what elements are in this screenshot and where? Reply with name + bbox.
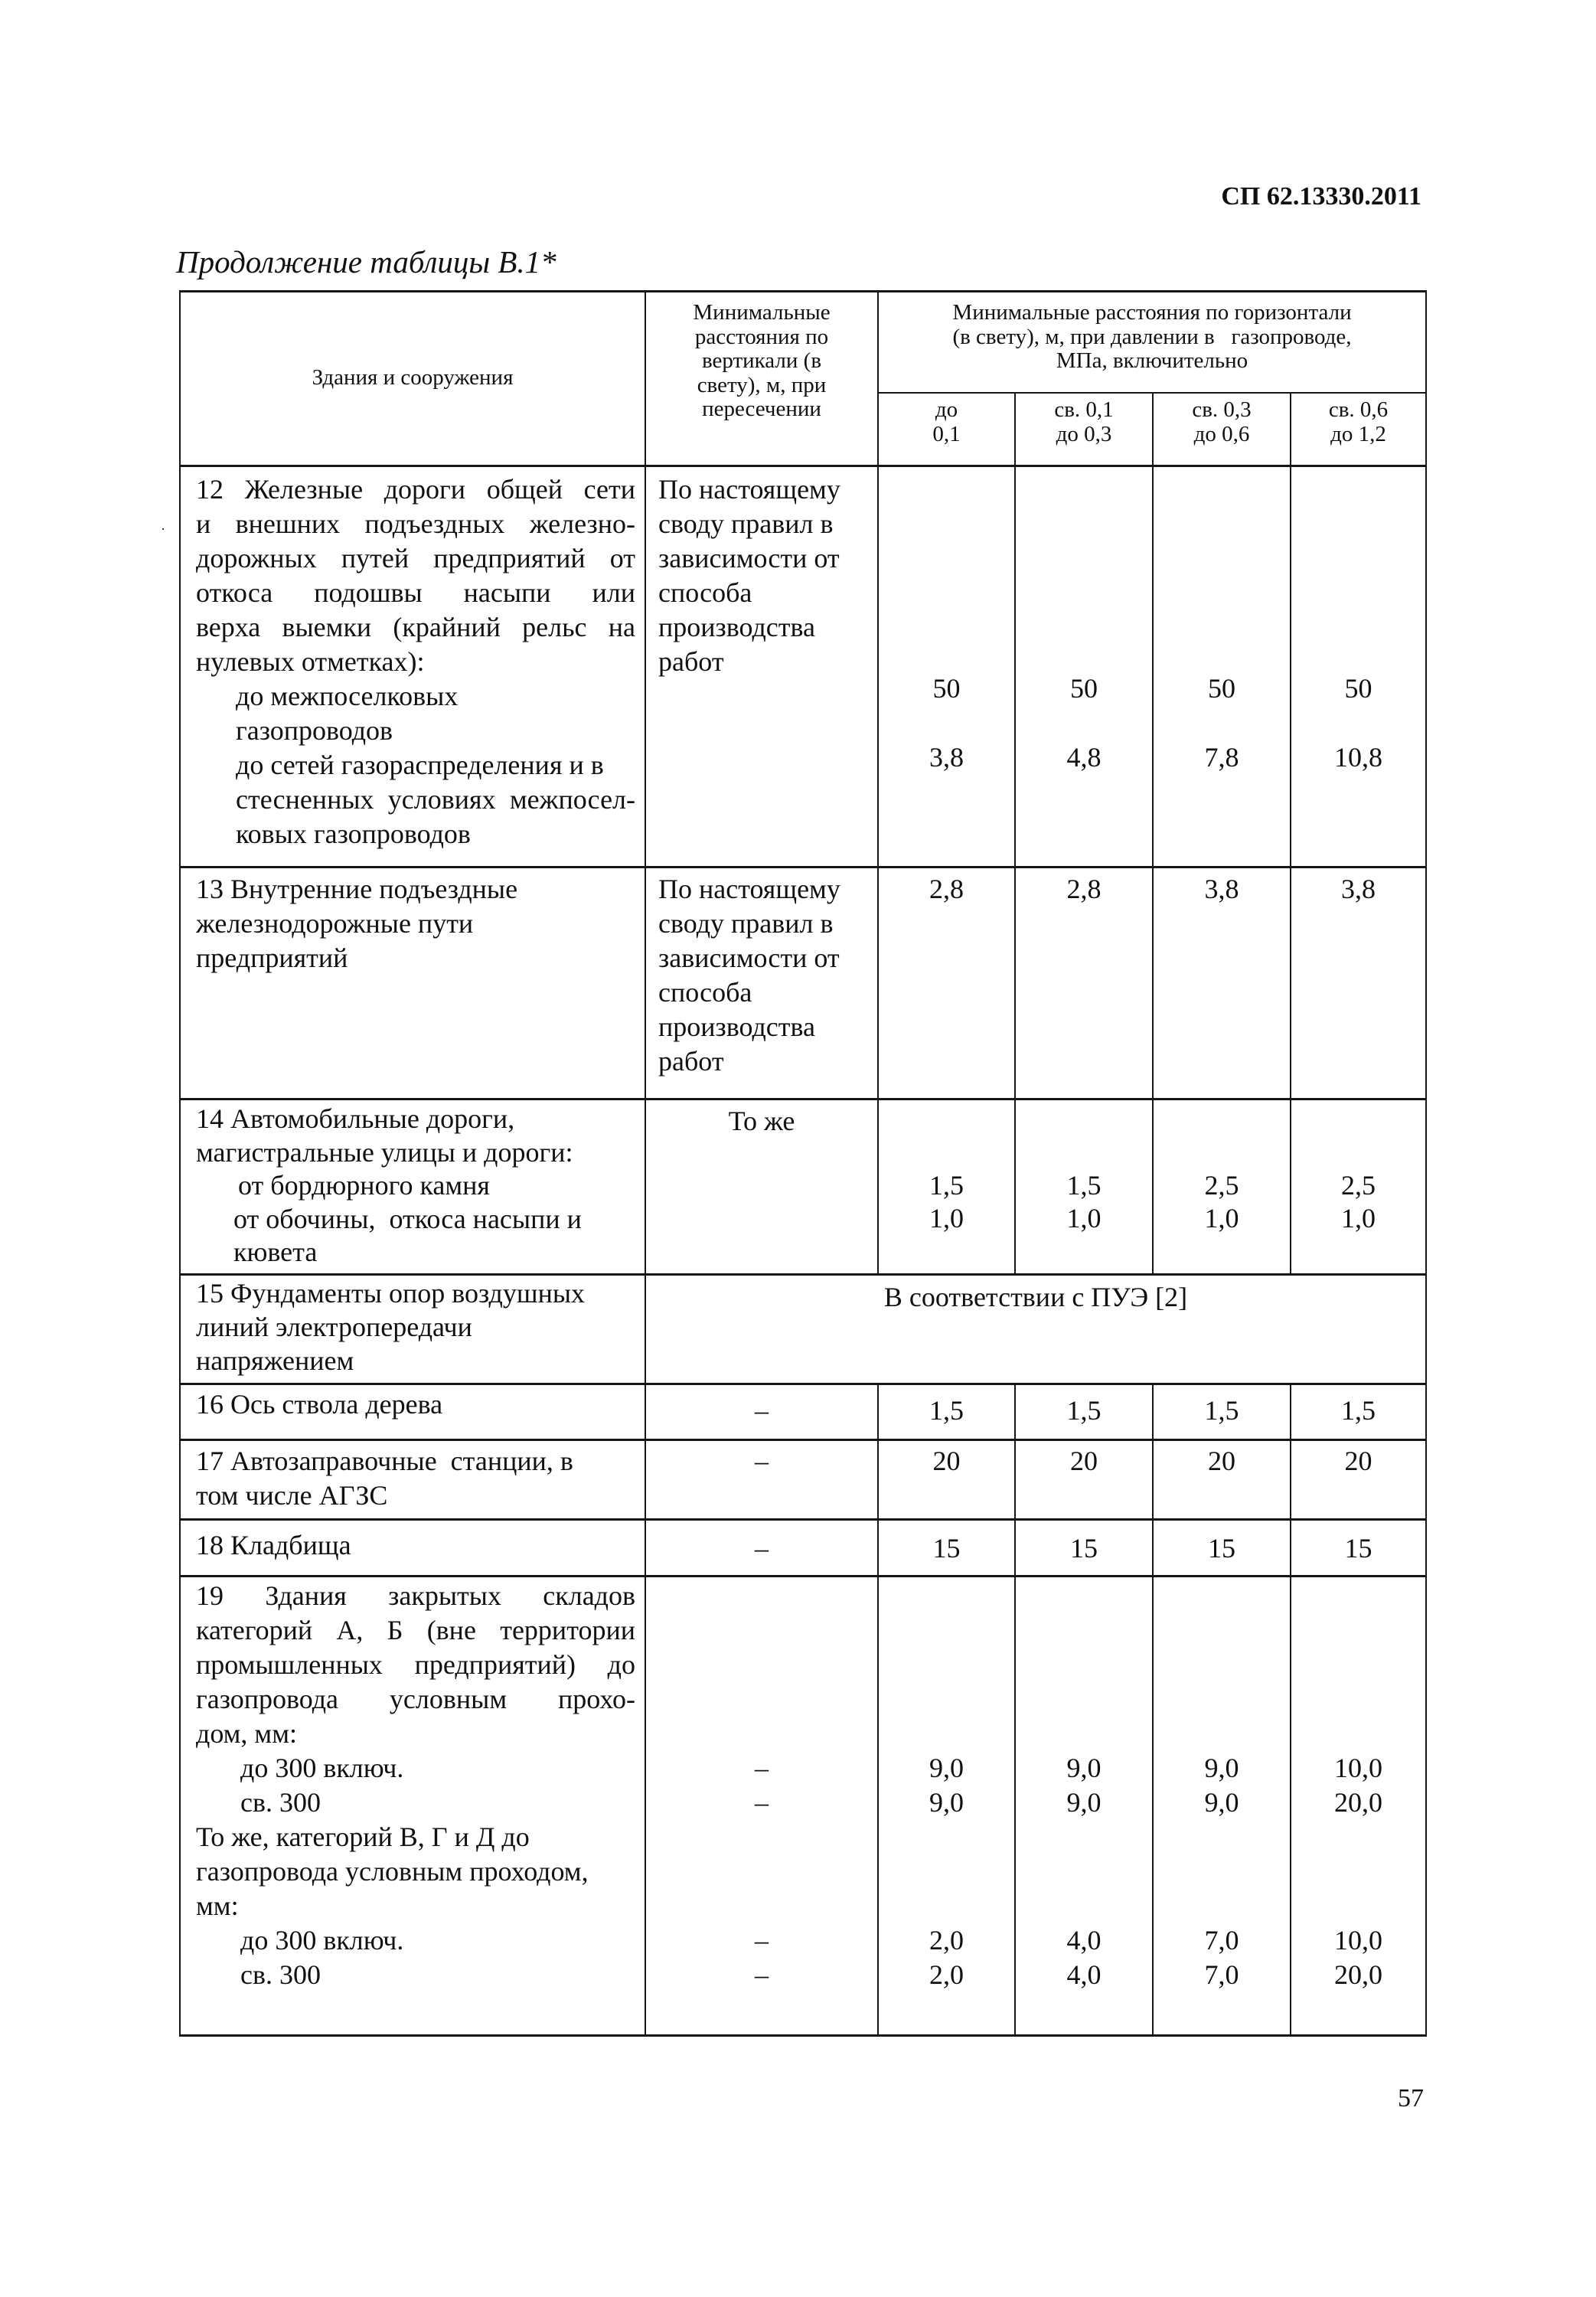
row-12-vertical-line: производства (658, 612, 815, 642)
row-16-value-p4 (1291, 1394, 1425, 1428)
value-cell: 7,0 (1204, 1925, 1239, 1956)
table-top-border (179, 290, 1427, 292)
row-19-line: св. 300 (240, 1787, 321, 1818)
dash-cell: – (755, 1925, 769, 1956)
row-17-vertical (646, 1444, 877, 1479)
header-pressure-line: до 0,6 (1193, 421, 1250, 446)
value-cell: 9,0 (1066, 1787, 1102, 1818)
row-19-line: То же, категорий В, Г и Д до (196, 1822, 530, 1852)
value-cell: 3,8 (929, 742, 964, 773)
header-pressure-line: до (935, 397, 958, 422)
row-14-line: магистральные улицы и дороги: (196, 1136, 573, 1168)
row-13-vertical-line: По настоящему (658, 874, 840, 904)
value-cell: 9,0 (1204, 1787, 1239, 1818)
row-14-name (196, 1103, 635, 1269)
row-13-vertical-line: своду правил в (658, 908, 834, 939)
value-cell: 2,0 (929, 1959, 964, 1990)
row-19-name (196, 1579, 635, 1992)
row-19-line: газопровода условным прохо- (196, 1684, 635, 1714)
value-cell: 9,0 (1066, 1753, 1102, 1783)
row-14-values-p2 (1016, 1169, 1152, 1235)
row-14-line: от бордюрного камня (238, 1170, 490, 1201)
value-cell: 4,0 (1066, 1925, 1102, 1956)
row-13-vertical-line: работ (658, 1046, 724, 1077)
table-right-border (1425, 291, 1427, 2036)
row-16-bottom-border (179, 1439, 1427, 1441)
header-pressure-4 (1291, 398, 1425, 446)
row-13-value-p4 (1291, 872, 1425, 907)
row-17-bottom-border (179, 1518, 1427, 1521)
value-cell: 3,8 (1204, 874, 1239, 904)
value-cell: 1,5 (1341, 1395, 1376, 1426)
row-19-values-p2 (1016, 1751, 1152, 1992)
dash-cell: – (755, 1959, 769, 1990)
row-12-values-p1 (879, 671, 1014, 775)
dash-cell: – (755, 1787, 769, 1818)
row-13-line: железнодорожные пути (196, 908, 474, 939)
header-vertical-line: пересечении (702, 397, 821, 421)
row-12-line: нулевых отметках): (196, 646, 425, 677)
document-code: СП 62.13330.2011 (1221, 182, 1421, 211)
header-horizontal-line: (в свету), м, при давлении в газопроводе, (952, 324, 1352, 349)
value-cell: 3,8 (1341, 874, 1376, 904)
scan-dot (162, 528, 164, 530)
row-12-vertical-line: По настоящему (658, 474, 840, 505)
row-12-vertical (658, 472, 876, 679)
row-17-value-p3 (1154, 1444, 1290, 1479)
value-cell: 9,0 (1204, 1753, 1239, 1783)
row-12-vertical-line: работ (658, 646, 724, 677)
row-15-merged-value (646, 1280, 1425, 1315)
value-cell: 1,5 (929, 1395, 964, 1426)
row-17-value-p4 (1291, 1444, 1425, 1479)
value-cell: 1,0 (1066, 1203, 1102, 1233)
row-19-line: св. 300 (240, 1959, 321, 1990)
header-horizontal-group (879, 301, 1425, 374)
row-19-line: до 300 включ. (240, 1753, 404, 1783)
value-cell: 50 (1344, 673, 1372, 704)
value-cell: 9,0 (929, 1753, 964, 1783)
header-pressure-1 (879, 398, 1014, 446)
row-19-line: до 300 включ. (240, 1925, 404, 1956)
header-horizontal-line: Минимальные расстояния по горизонтали (952, 300, 1352, 325)
row-13-line: предприятий (196, 943, 348, 973)
row-12-line: дорожных путей предприятий от (196, 543, 635, 573)
page-number: 57 (1398, 2084, 1424, 2112)
row-14-bottom-border (179, 1273, 1427, 1276)
row-15-name (196, 1276, 635, 1377)
header-vertical (646, 301, 877, 422)
row-14-values-p3 (1154, 1169, 1290, 1235)
row-12-line: до сетей газораспределения и в (236, 750, 604, 780)
row-12-vertical-line: способа (658, 577, 752, 608)
row-17-line: том числе АГЗС (196, 1480, 388, 1511)
row-14-line: от обочины, откоса насыпи и (233, 1203, 582, 1234)
row-18-value-p4 (1291, 1531, 1425, 1566)
value-cell: 10,0 (1334, 1925, 1382, 1956)
header-vertical-line: вертикали (в (701, 348, 822, 373)
row-14-values-p1 (879, 1169, 1014, 1235)
row-19-line: газопровода условным проходом, (196, 1856, 589, 1887)
row-12-line: ковых газопроводов (236, 818, 471, 849)
row-12-vertical-line: зависимости от (658, 543, 840, 573)
header-vertical-line: свету), м, при (697, 372, 827, 397)
row-19-values-p4 (1291, 1751, 1425, 1992)
value-cell: 20,0 (1334, 1787, 1382, 1818)
header-bottom-border (179, 465, 1427, 467)
dash-cell: – (755, 1446, 769, 1476)
row-16-value-p3 (1154, 1394, 1290, 1428)
row-12-line: газопроводов (236, 715, 393, 746)
value-cell: 4,0 (1066, 1959, 1102, 1990)
value-cell: 20 (1208, 1446, 1235, 1476)
value-cell: 7,8 (1204, 742, 1239, 773)
row-12-line: стесненных условиях межпосел- (236, 784, 635, 815)
row-18-value-p2 (1016, 1531, 1152, 1566)
row-15-line: 15 Фундаменты опор воздушных (196, 1278, 586, 1309)
row-13-vertical-line: зависимости от (658, 943, 840, 973)
row-17-value-p2 (1016, 1444, 1152, 1479)
row-16-value-p2 (1016, 1394, 1152, 1428)
row-12-line: откоса подошвы насыпи или (196, 577, 635, 608)
value-cell: 20 (932, 1446, 961, 1476)
row-19-line: категорий А, Б (вне территории (196, 1615, 635, 1645)
row-18-bottom-border (179, 1575, 1427, 1577)
header-horizontal-line: МПа, включительно (1056, 348, 1248, 373)
value-cell: 1,0 (929, 1203, 964, 1233)
row-16-vertical (646, 1394, 877, 1428)
col-divider-4a (1152, 393, 1154, 1274)
row-19-values-p3 (1154, 1751, 1290, 1992)
row-18-line: 18 Кладбища (196, 1530, 351, 1560)
value-cell: 15 (1070, 1533, 1098, 1563)
row-14-values-p4 (1291, 1169, 1425, 1235)
row-15-bottom-border (179, 1383, 1427, 1385)
table-title: Продолжение таблицы В.1* (176, 244, 556, 279)
row-12-values-p4 (1291, 671, 1425, 775)
row-18-name (196, 1528, 635, 1563)
row-12-vertical-line: своду правил в (658, 508, 834, 539)
row-18-value-p1 (879, 1531, 1014, 1566)
value-cell: 2,0 (929, 1925, 964, 1956)
value-cell: 4,8 (1066, 742, 1102, 773)
row-19-line: 19 Здания закрытых складов (196, 1580, 635, 1611)
header-pressure-line: до 1,2 (1330, 421, 1386, 446)
row-17-line: 17 Автозаправочные станции, в (196, 1446, 573, 1476)
value-cell: 50 (1208, 673, 1235, 704)
value-cell: 15 (1344, 1533, 1372, 1563)
dash-cell: – (755, 1395, 769, 1426)
value-cell: 7,0 (1204, 1959, 1239, 1990)
header-pressure-line: св. 0,1 (1054, 397, 1114, 422)
table-left-border (179, 291, 181, 2036)
row-17-name (196, 1444, 635, 1513)
row-12-name (196, 472, 635, 851)
row-12-line: 12 Железные дороги общей сети (196, 474, 635, 505)
col-divider-3a (1014, 393, 1016, 1274)
value-cell: 2,8 (1066, 874, 1102, 904)
value-cell: 1,5 (1066, 1170, 1102, 1201)
header-buildings-label: Здания и сооружения (312, 365, 514, 390)
pue-reference: В соответствии с ПУЭ [2] (883, 1282, 1188, 1312)
row-13-line: 13 Внутренние подъездные (196, 874, 518, 904)
value-cell: 1,0 (1341, 1203, 1376, 1233)
header-vertical-line: Минимальные (693, 300, 831, 325)
value-cell: 20 (1070, 1446, 1098, 1476)
value-cell: 2,8 (929, 874, 964, 904)
row-19-line: дом, мм: (196, 1718, 297, 1749)
row-12-values-p2 (1016, 671, 1152, 775)
row-18-vertical (646, 1531, 877, 1566)
value-cell: 10,0 (1334, 1753, 1382, 1783)
row-13-value-p1 (879, 872, 1014, 907)
row-19-vertical (646, 1751, 877, 1992)
value-cell: 50 (1070, 673, 1098, 704)
row-17-value-p1 (879, 1444, 1014, 1479)
value-cell: 1,5 (1204, 1395, 1239, 1426)
header-pressure-line: 0,1 (932, 421, 961, 446)
row-13-vertical-line: способа (658, 977, 752, 1008)
value-cell: 1,0 (1204, 1203, 1239, 1233)
header-pressure-line: св. 0,3 (1192, 397, 1252, 422)
value-cell: 2,5 (1341, 1170, 1376, 1201)
value-cell: 20 (1344, 1446, 1372, 1476)
dash-cell: – (755, 1753, 769, 1783)
header-vertical-line: расстояния по (694, 324, 829, 349)
dash-cell: – (755, 1533, 769, 1563)
row-19-line: мм: (196, 1890, 239, 1921)
row-19-line: промышленных предприятий) до (196, 1649, 635, 1680)
row-18-value-p3 (1154, 1531, 1290, 1566)
row-13-name (196, 872, 635, 975)
row-16-line: 16 Ось ствола дерева (196, 1389, 443, 1420)
row-14-line: 14 Автомобильные дороги, (196, 1103, 515, 1134)
value-cell: 20,0 (1334, 1959, 1382, 1990)
row-19-values-p1 (879, 1751, 1014, 1992)
row-14-line: кювета (233, 1237, 318, 1267)
row-13-bottom-border (179, 1098, 1427, 1100)
header-pressure-line: св. 0,6 (1328, 397, 1389, 422)
row-12-line: и внешних подъездных железно- (196, 508, 635, 539)
value-cell: 15 (1208, 1533, 1235, 1563)
row-16-name (196, 1387, 635, 1422)
value-cell: 15 (932, 1533, 961, 1563)
same-as-above-label: То же (728, 1106, 795, 1136)
value-cell: 9,0 (929, 1787, 964, 1818)
row-12-values-p3 (1154, 671, 1290, 775)
value-cell: 50 (932, 673, 961, 704)
col-divider-5a (1290, 393, 1291, 1274)
row-14-vertical (646, 1104, 877, 1139)
row-12-bottom-border (179, 866, 1427, 868)
row-12-line: верха выемки (крайний рельс на (196, 612, 635, 642)
row-13-value-p3 (1154, 872, 1290, 907)
row-15-line: линий электропередачи (196, 1312, 472, 1342)
row-13-vertical (658, 872, 876, 1079)
value-cell: 1,5 (929, 1170, 964, 1201)
row-13-value-p2 (1016, 872, 1152, 907)
value-cell: 10,8 (1334, 742, 1382, 773)
header-buildings (181, 366, 645, 390)
header-pressure-2 (1016, 398, 1152, 446)
row-13-vertical-line: производства (658, 1011, 815, 1042)
value-cell: 1,5 (1066, 1395, 1102, 1426)
row-12-line: до межпоселковых (236, 681, 459, 711)
row-16-value-p1 (879, 1394, 1014, 1428)
value-cell: 2,5 (1204, 1170, 1239, 1201)
header-pressure-line: до 0,3 (1056, 421, 1112, 446)
table-bottom-border (179, 2034, 1427, 2037)
row-15-line: напряжением (196, 1345, 354, 1376)
header-pressure-3 (1154, 398, 1290, 446)
